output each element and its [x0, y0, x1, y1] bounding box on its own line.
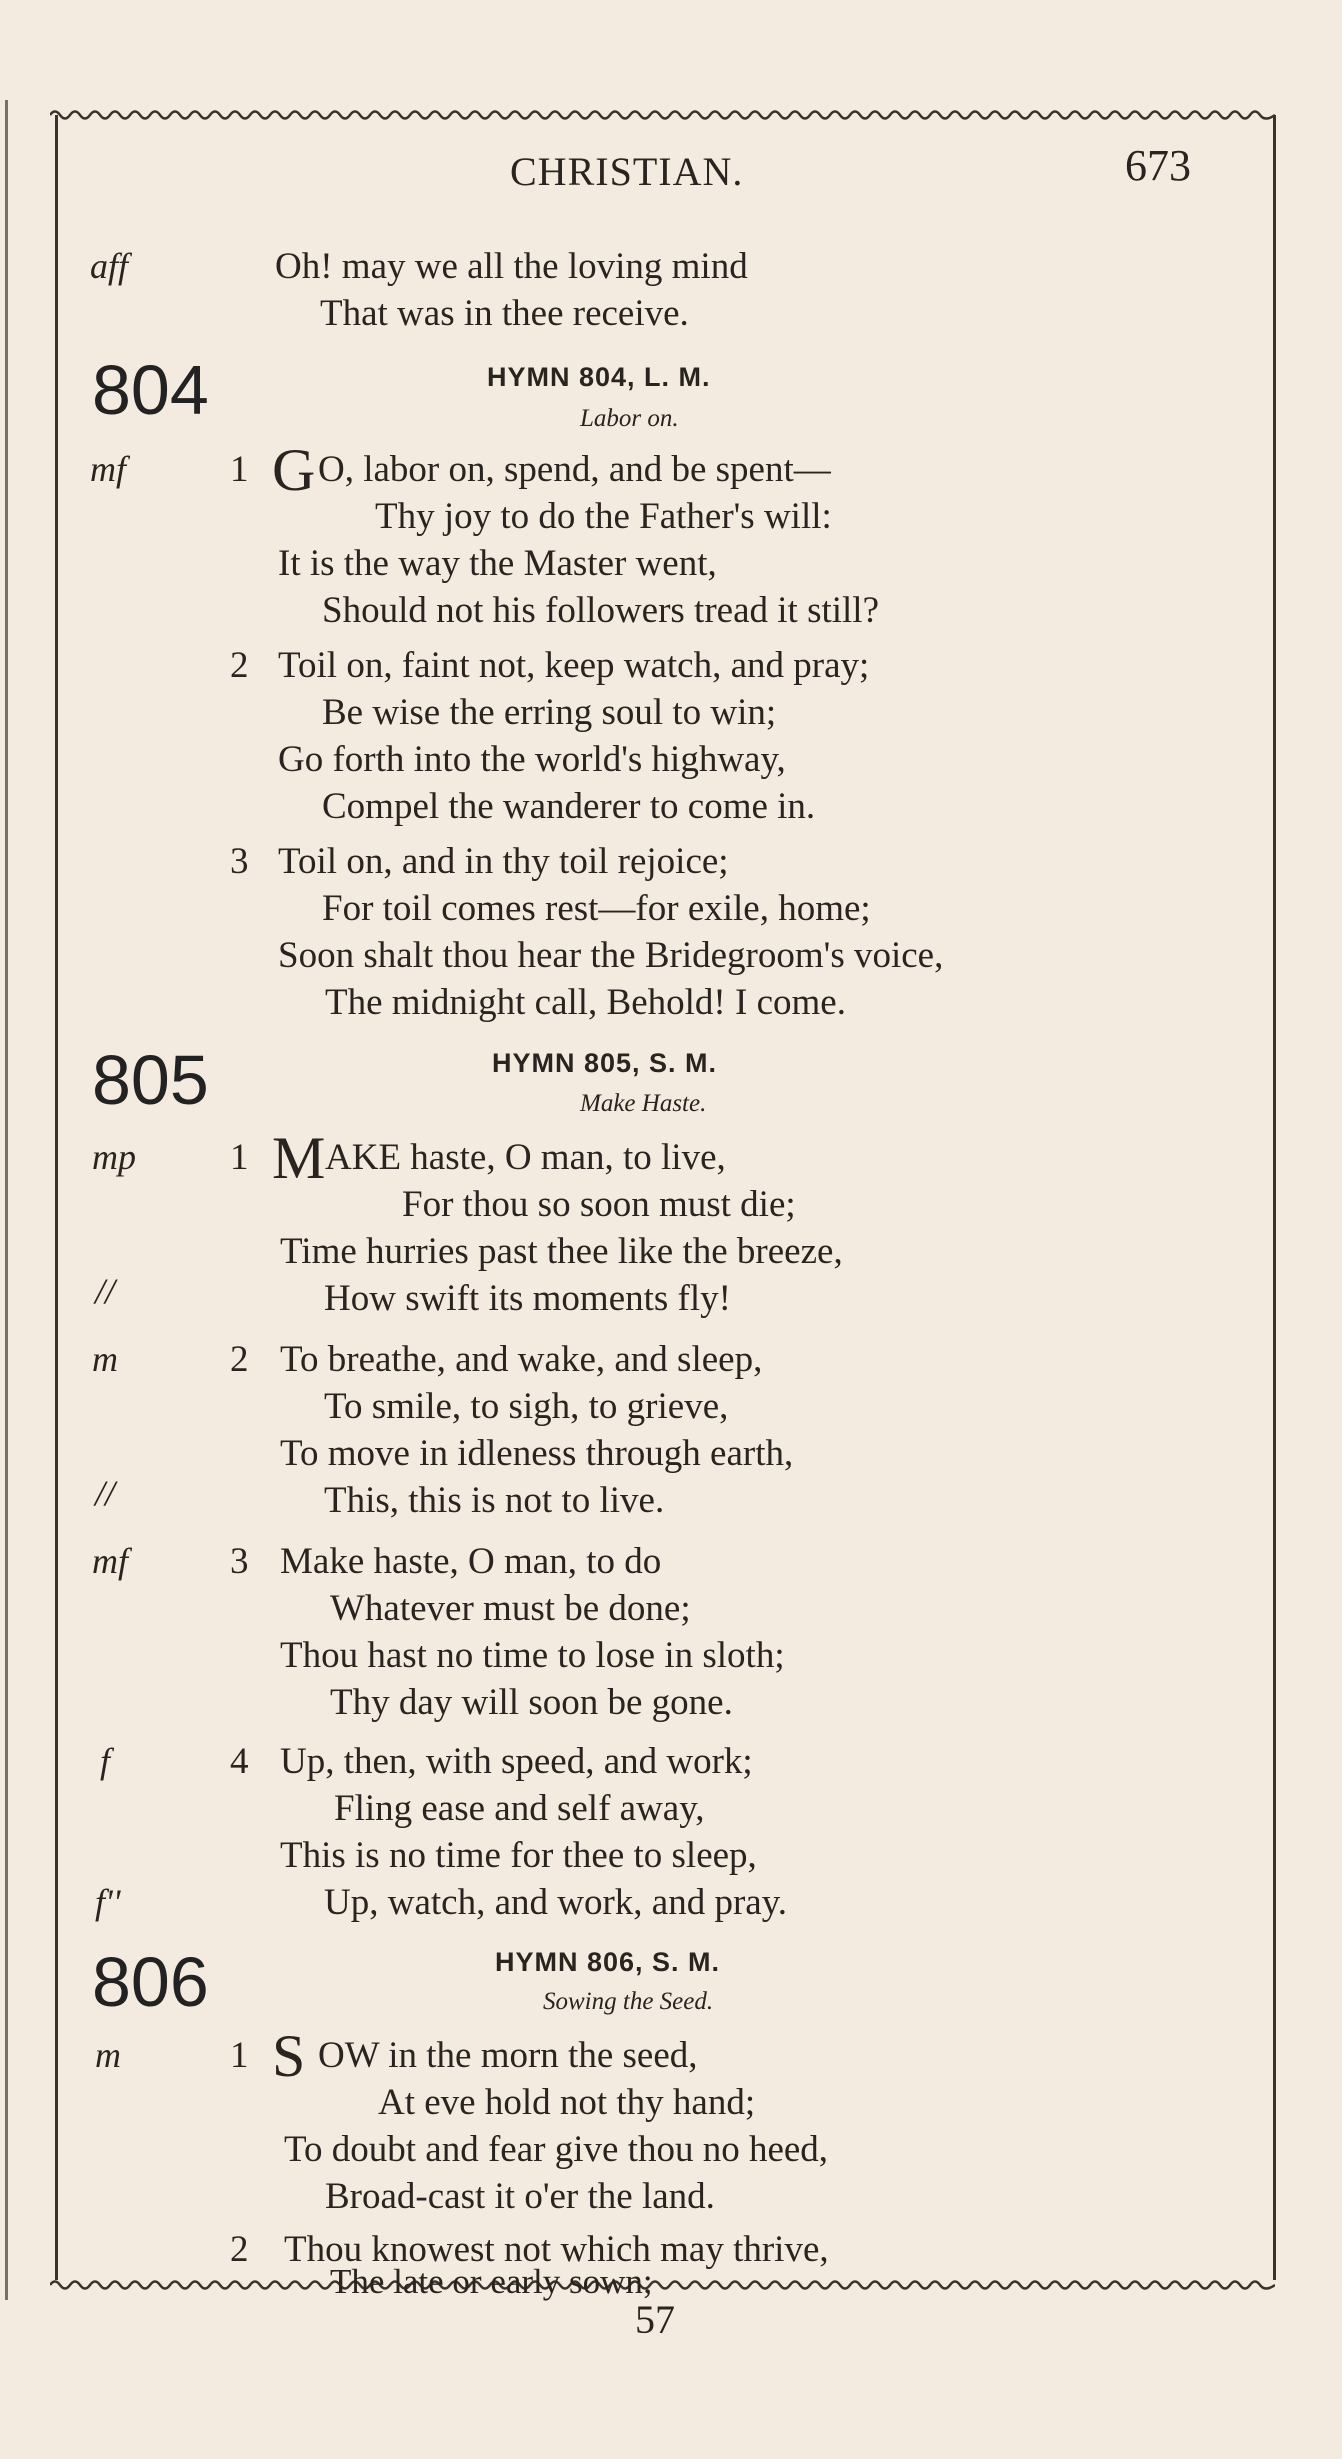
hymn-line: How swift its moments fly!	[324, 1278, 731, 1319]
bottom-border-ornament	[50, 2278, 1275, 2292]
verse-number: 1	[230, 449, 249, 490]
hymn-subtitle: Labor on.	[580, 405, 679, 432]
verse-number: 2	[230, 645, 249, 686]
hymn-line: Thy joy to do the Father's will:	[375, 496, 832, 537]
hymn-title: HYMN 806, S. M.	[495, 1947, 721, 1977]
dynamic-mark: f''	[95, 1882, 121, 1922]
hymn-line: This is no time for thee to sleep,	[280, 1835, 757, 1876]
hymn-line: Toil on, faint not, keep watch, and pray;	[278, 645, 870, 686]
drop-cap: M	[272, 1125, 326, 1191]
hymn-line: Broad-cast it o'er the land.	[325, 2176, 715, 2217]
verse-number: 1	[230, 2035, 249, 2076]
drop-cap: G	[272, 437, 316, 503]
hymn-line: To breathe, and wake, and sleep,	[280, 1339, 763, 1380]
hymn-title: HYMN 805, S. M.	[492, 1048, 718, 1078]
hymn-subtitle: Make Haste.	[580, 1090, 707, 1117]
hymn-line: OW in the morn the seed,	[318, 2035, 698, 2076]
hymn-line: To doubt and fear give thou no heed,	[284, 2129, 829, 2170]
hymn-line: Up, watch, and work, and pray.	[324, 1882, 788, 1923]
hymn-line: Up, then, with speed, and work;	[280, 1741, 753, 1782]
hymn-line: AKE haste, O man, to live,	[325, 1137, 726, 1178]
verse-number: 4	[230, 1741, 249, 1782]
hymn-subtitle: Sowing the Seed.	[543, 1988, 714, 2015]
hymn-line: It is the way the Master went,	[278, 543, 717, 584]
hymn-line: That was in thee receive.	[320, 293, 689, 334]
hymn-line: Compel the wanderer to come in.	[322, 786, 816, 827]
drop-cap: S	[272, 2023, 306, 2089]
dynamic-mark: aff	[90, 246, 129, 286]
hymn-line: Thou hast no time to lose in sloth;	[280, 1635, 785, 1676]
folio-number: 57	[635, 2297, 675, 2342]
verse-number: 2	[230, 2229, 249, 2270]
dynamic-mark: m	[92, 1339, 118, 1379]
dynamic-mark: mf	[92, 1541, 128, 1581]
verse-number: 3	[230, 841, 249, 882]
hymn-line: Oh! may we all the loving mind	[275, 246, 748, 287]
hymn-line: The late or early sown;	[330, 2262, 653, 2301]
running-head: CHRISTIAN.	[510, 149, 744, 194]
dynamic-mark: mp	[92, 1137, 136, 1177]
hymn-line: Soon shalt thou hear the Bridegroom's voice,	[278, 935, 944, 976]
page-number: 673	[1125, 141, 1191, 190]
hymn-line: Go forth into the world's highway,	[278, 739, 786, 780]
hymn-number: 805	[92, 1041, 209, 1119]
hymn-line: For toil comes rest—for exile, home;	[322, 888, 871, 929]
hymn-line: Whatever must be done;	[330, 1588, 691, 1629]
page-edge	[5, 100, 8, 2300]
hymn-title: HYMN 804, L. M.	[487, 362, 711, 392]
hymn-line: To smile, to sigh, to grieve,	[324, 1386, 729, 1427]
hymn-line: Thou knowest not which may thrive,	[284, 2229, 829, 2270]
hymn-line: Fling ease and self away,	[334, 1788, 705, 1829]
verse-number: 1	[230, 1137, 249, 1178]
hymn-line: Thy day will soon be gone.	[330, 1682, 733, 1723]
hymn-line: Time hurries past thee like the breeze,	[280, 1231, 843, 1272]
hymn-line: Be wise the erring soul to win;	[322, 692, 777, 733]
hymn-line: For thou so soon must die;	[402, 1184, 796, 1225]
hymn-line: O, labor on, spend, and be spent—	[318, 449, 831, 490]
hymn-number: 804	[92, 351, 209, 429]
dynamic-mark: mf	[90, 449, 126, 489]
hymn-line: Make haste, O man, to do	[280, 1541, 662, 1582]
dynamic-mark: f	[100, 1741, 111, 1781]
hymn-line: Should not his followers tread it still?	[322, 590, 880, 631]
dynamic-mark: m	[95, 2035, 121, 2075]
breath-mark: //	[95, 1271, 116, 1311]
verse-number: 2	[230, 1339, 249, 1380]
hymn-line: This, this is not to live.	[324, 1480, 665, 1521]
hymn-line: Toil on, and in thy toil rejoice;	[278, 841, 729, 882]
hymn-line: The midnight call, Behold! I come.	[325, 982, 846, 1023]
hymn-line: To move in idleness through earth,	[280, 1433, 794, 1474]
hymn-line: At eve hold not thy hand;	[378, 2082, 756, 2123]
hymn-number: 806	[92, 1943, 209, 2021]
breath-mark: //	[95, 1473, 116, 1513]
verse-number: 3	[230, 1541, 249, 1582]
